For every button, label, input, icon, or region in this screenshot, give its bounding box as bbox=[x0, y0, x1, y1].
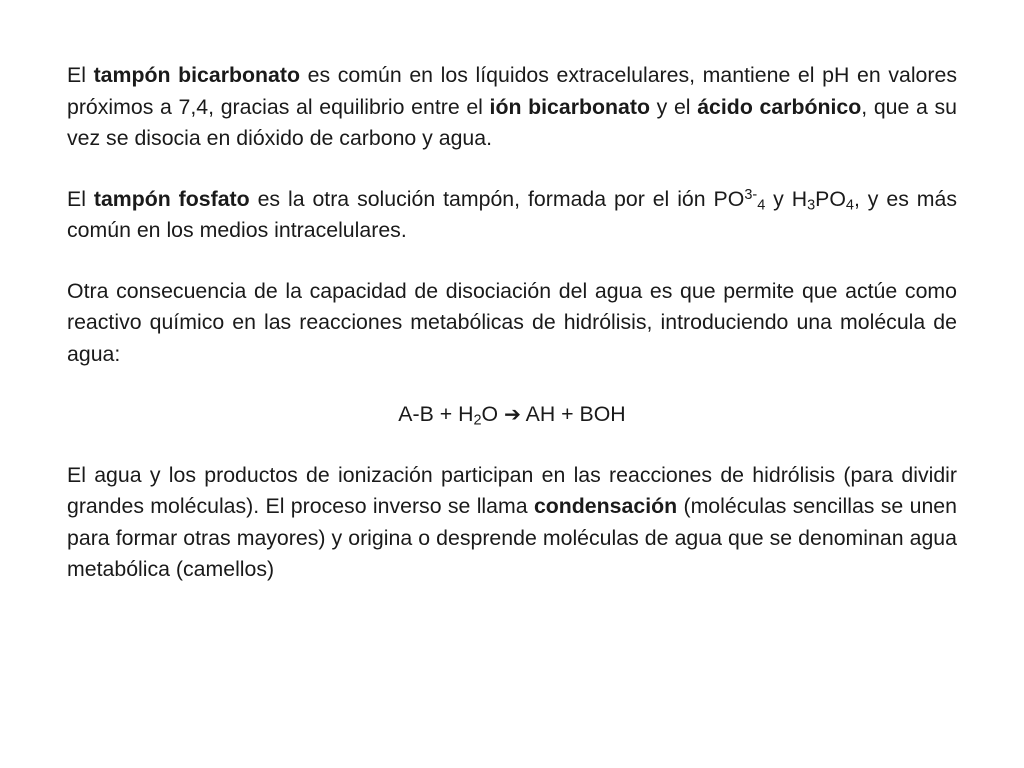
term-bicarbonate-buffer: tampón bicarbonato bbox=[93, 63, 300, 87]
text: es común en los líquidos extracelulares, mantiene el pH en valores próximos a 7,4, gracias al equilibrio entre el bbox=[67, 63, 957, 119]
text: , que a su vez se disocia en dióxido de carbono y agua. bbox=[67, 94, 957, 150]
text: , y es más común en los medios intracelulares. bbox=[67, 186, 957, 242]
subscript: 4 bbox=[845, 197, 854, 214]
paragraph-hydrolysis: Otra consecuencia de la capacidad de disociación del agua es que permite que actúe como reactivo químico en las reacciones metabólicas de hidrólisis, introduciendo una molécula de agua: bbox=[67, 278, 957, 366]
subscript: 2 bbox=[473, 412, 482, 429]
paragraph-phosphate-buffer bbox=[67, 184, 957, 247]
text: y H bbox=[765, 186, 808, 211]
slide-content bbox=[67, 60, 957, 615]
charge-superscript: 3- bbox=[744, 186, 758, 203]
paragraph-bicarbonate-buffer bbox=[67, 60, 957, 155]
paragraph-condensation bbox=[67, 460, 957, 586]
term-condensation: condensación bbox=[533, 494, 678, 518]
text: es la otra solución tampón, formada por el ión PO bbox=[249, 186, 745, 211]
text: PO bbox=[815, 186, 846, 211]
text: (moléculas sencillas se unen para formar otras mayores) y origina o desprende moléculas de agua que se denominan agua metabólica (camellos) bbox=[67, 494, 957, 581]
term-carbonic-acid: ácido carbónico bbox=[697, 94, 862, 119]
equation-left: A-B + H bbox=[398, 402, 474, 426]
text: El bbox=[67, 186, 94, 211]
subscript: 3 bbox=[807, 197, 816, 214]
term-phosphate-buffer: tampón fosfato bbox=[93, 186, 250, 211]
term-bicarbonate-ion: ión bicarbonato bbox=[489, 94, 651, 119]
text: El bbox=[67, 63, 94, 87]
equation-right: AH + BOH bbox=[520, 402, 626, 426]
text: y el bbox=[650, 94, 698, 119]
arrow-right-icon: ➔ bbox=[503, 402, 521, 426]
subscript: 4 bbox=[757, 197, 766, 214]
text: El agua y los productos de ionización participan en las reacciones de hidrólisis (para dividir grandes moléculas). El proceso inverso se llama bbox=[67, 462, 957, 518]
hydrolysis-equation bbox=[67, 399, 957, 431]
equation-mid: O bbox=[481, 402, 504, 426]
